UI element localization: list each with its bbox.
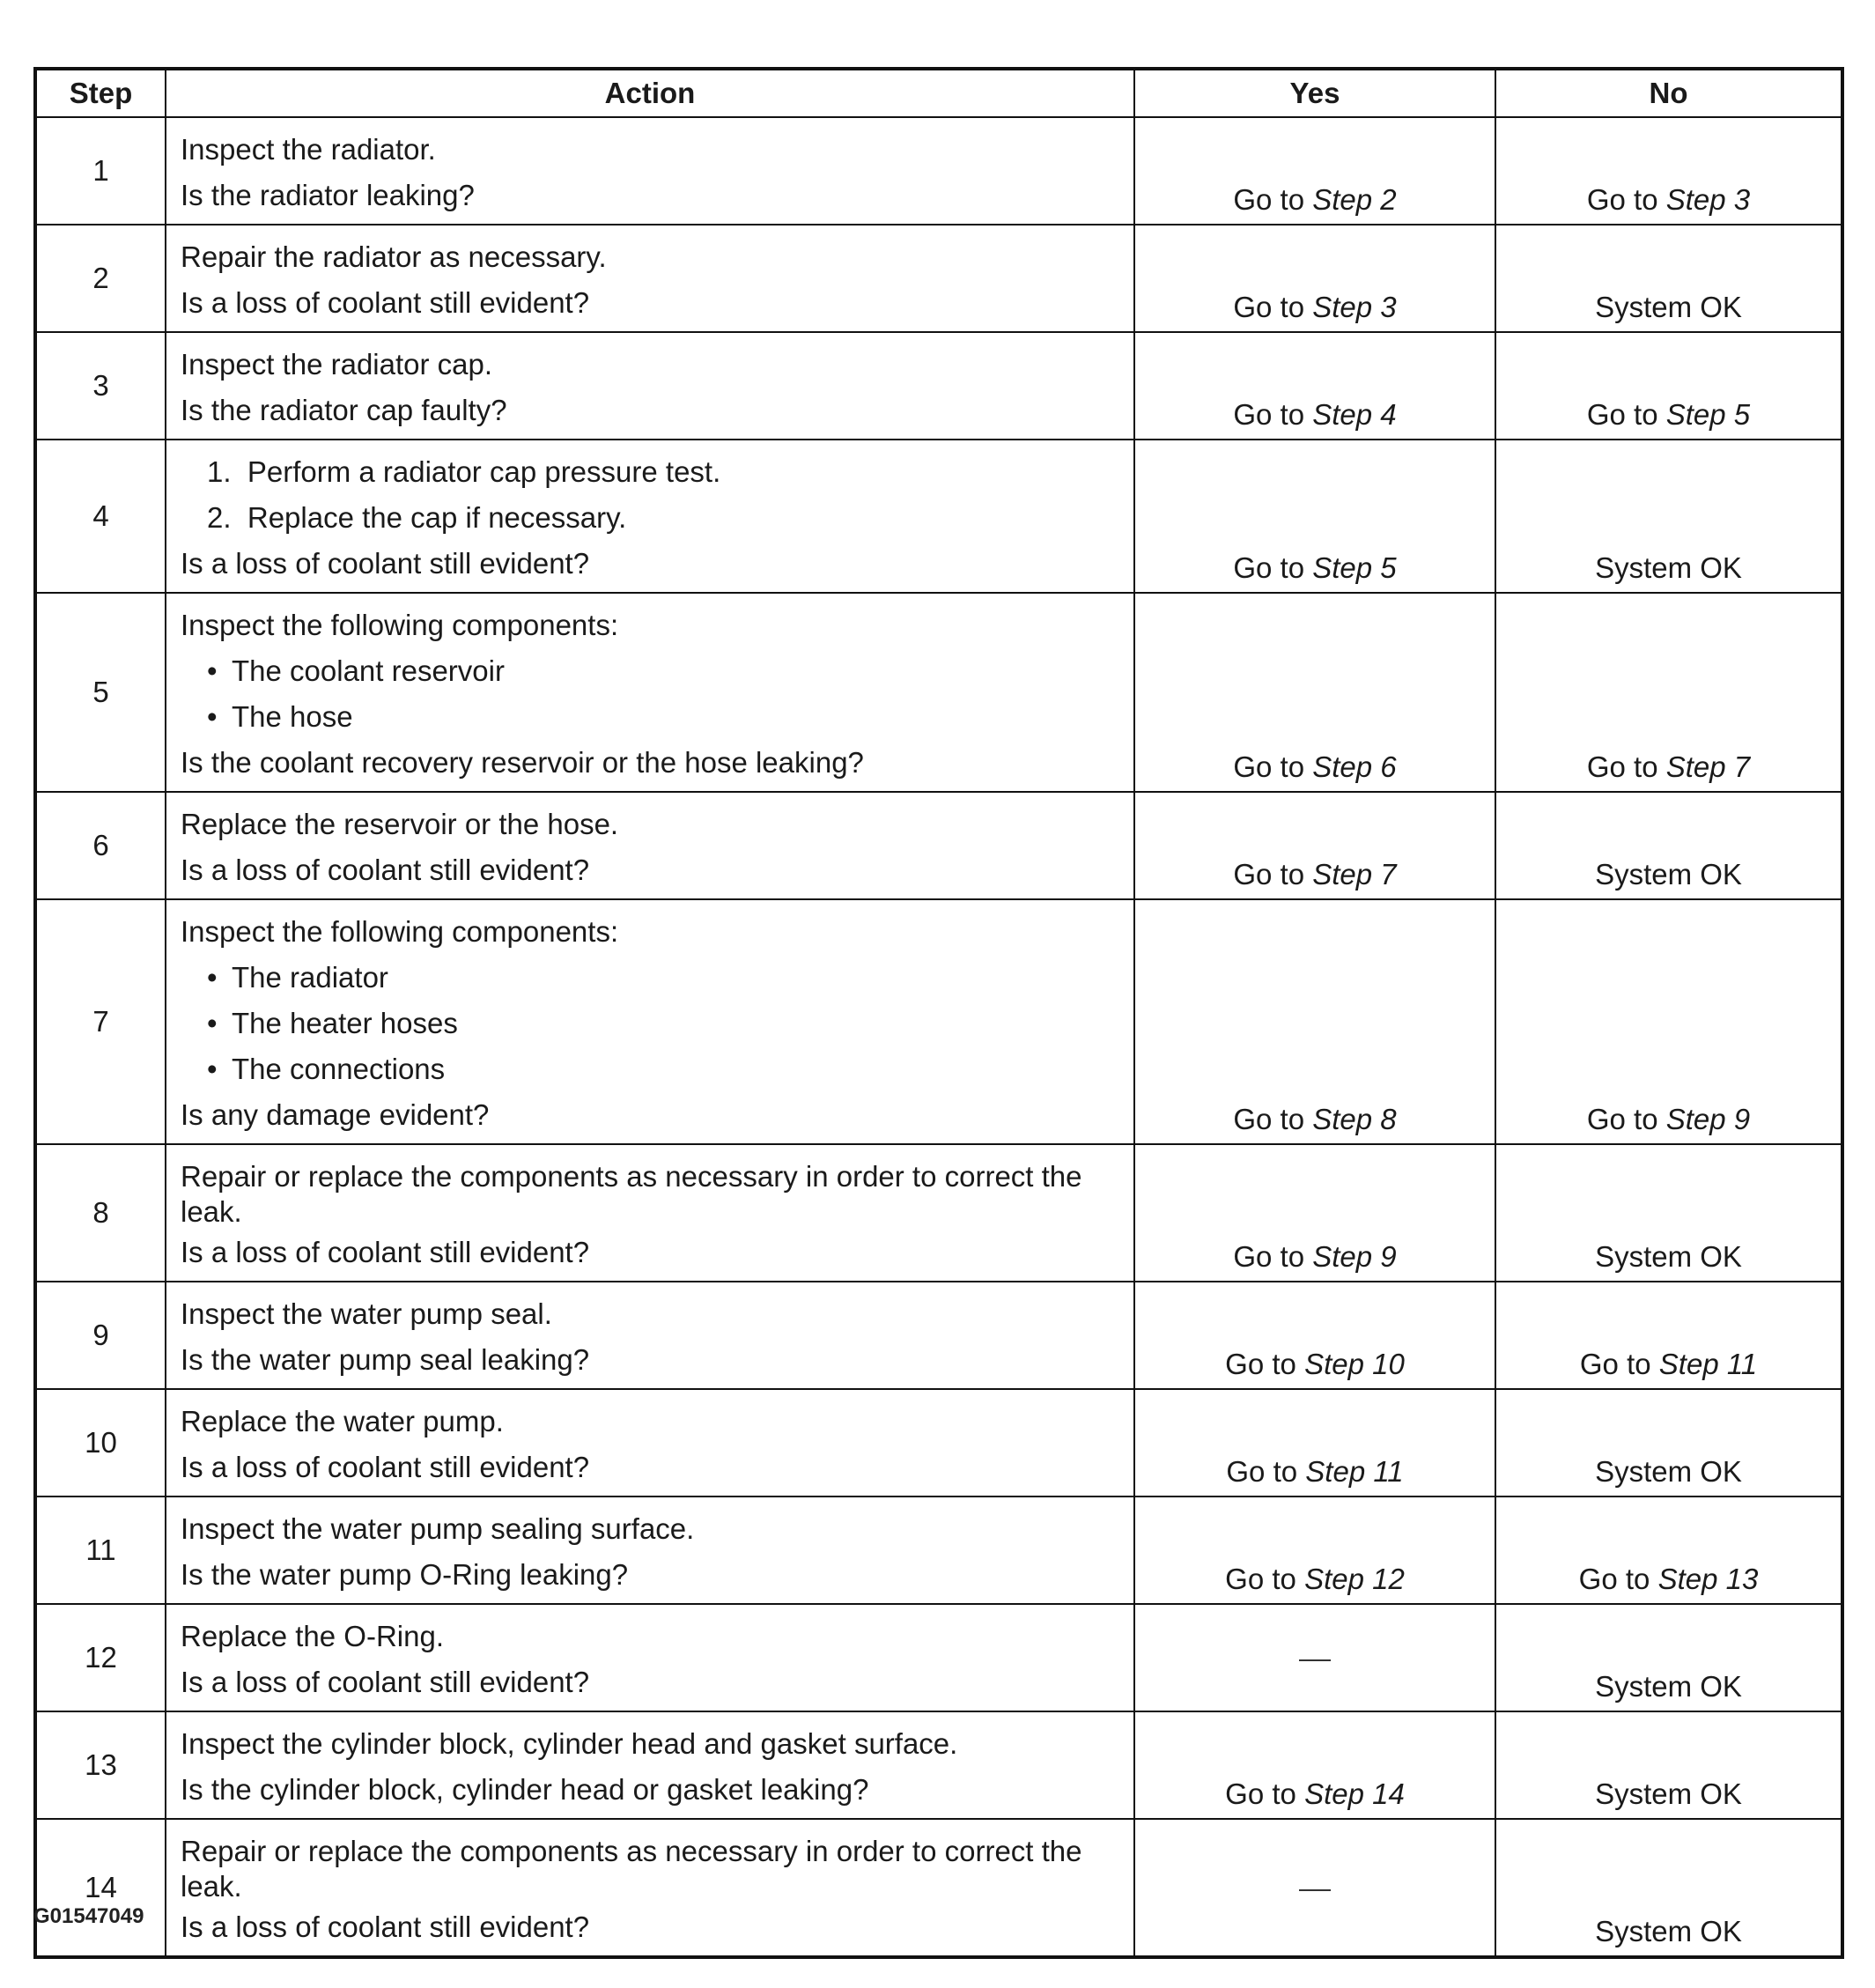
action-question: Is a loss of coolant still evident? (181, 1451, 590, 1483)
yes-goto-prefix: Go to (1233, 1103, 1305, 1135)
action-cell (166, 593, 1134, 792)
yes-cell (1134, 792, 1495, 899)
numbered-item (181, 449, 1119, 495)
yes-goto-prefix: Go to (1225, 1563, 1296, 1595)
no-goto-target: Step 13 (1657, 1563, 1759, 1595)
step-number: 14 (35, 1819, 166, 1957)
diagnostic-table (33, 67, 1844, 1959)
action-cell (166, 440, 1134, 593)
action-line: Repair or replace the components as necessary in order to correct the leak. (181, 1835, 1082, 1903)
yes-goto-target: Step 14 (1304, 1777, 1405, 1810)
action-question: Is a loss of coolant still evident? (181, 1666, 590, 1698)
table-row (35, 1819, 1842, 1957)
bullet-item-text: The heater hoses (232, 1007, 458, 1039)
no-result: System OK (1595, 1777, 1742, 1810)
bullet-icon: • (207, 1007, 218, 1039)
yes-goto-target: Step 4 (1312, 398, 1397, 431)
no-goto-target: Step 5 (1665, 398, 1751, 431)
yes-goto-prefix: Go to (1233, 858, 1305, 891)
action-cell (166, 792, 1134, 899)
header-row (35, 69, 1842, 117)
yes-goto-prefix: Go to (1233, 1240, 1305, 1273)
table-row (35, 899, 1842, 1144)
bullet-icon: • (207, 961, 218, 994)
bullet-item (181, 694, 1119, 740)
action-question: Is a loss of coolant still evident? (181, 1910, 590, 1943)
yes-goto-target: Step 8 (1312, 1103, 1397, 1135)
no-goto-prefix: Go to (1586, 398, 1658, 431)
table-row (35, 225, 1842, 332)
action-line: Inspect the radiator cap. (181, 348, 493, 381)
step-number: 4 (35, 440, 166, 593)
no-result: System OK (1595, 1240, 1742, 1273)
no-goto-prefix: Go to (1586, 1103, 1658, 1135)
action-line: Inspect the water pump seal. (181, 1297, 552, 1330)
action-line: Inspect the radiator. (181, 133, 436, 166)
table-row (35, 1282, 1842, 1389)
bullet-icon: • (207, 654, 218, 687)
step-number: 6 (35, 792, 166, 899)
action-cell (166, 1282, 1134, 1389)
no-result: System OK (1595, 1455, 1742, 1488)
no-cell (1495, 1389, 1842, 1497)
action-line: Inspect the following components: (181, 609, 619, 641)
bullet-item-text: The coolant reservoir (232, 654, 505, 687)
yes-cell (1134, 440, 1495, 593)
step-number: 10 (35, 1389, 166, 1497)
bullet-item (181, 1001, 1119, 1046)
yes-cell (1134, 225, 1495, 332)
action-line: Replace the water pump. (181, 1405, 504, 1437)
action-cell (166, 899, 1134, 1144)
step-number: 2 (35, 225, 166, 332)
yes-cell (1134, 1389, 1495, 1497)
action-question: Is a loss of coolant still evident? (181, 547, 590, 580)
step-number: 12 (35, 1604, 166, 1711)
no-cell (1495, 440, 1842, 593)
no-cell (1495, 1144, 1842, 1282)
yes-cell (1134, 1711, 1495, 1819)
yes-goto-target: Step 2 (1312, 183, 1397, 216)
step-number: 13 (35, 1711, 166, 1819)
yes-goto-target: Step 10 (1304, 1348, 1405, 1380)
yes-goto-target: Step 5 (1312, 551, 1397, 584)
yes-goto-target: Step 11 (1305, 1455, 1404, 1488)
table-row (35, 1389, 1842, 1497)
bullet-item-text: The radiator (232, 961, 388, 994)
yes-cell (1134, 1604, 1495, 1711)
no-result: System OK (1595, 1670, 1742, 1703)
action-cell (166, 225, 1134, 332)
no-result: System OK (1595, 1915, 1742, 1947)
action-question: Is the radiator cap faulty? (181, 394, 507, 426)
yes-goto-prefix: Go to (1225, 1348, 1296, 1380)
action-question: Is a loss of coolant still evident? (181, 854, 590, 886)
action-line: Repair or replace the components as necessary in order to correct the leak. (181, 1160, 1082, 1228)
action-question: Is the cylinder block, cylinder head or gasket leaking? (181, 1773, 869, 1806)
no-goto-prefix: Go to (1578, 1563, 1650, 1595)
action-cell (166, 1819, 1134, 1957)
yes-cell (1134, 117, 1495, 225)
yes-goto-prefix: Go to (1233, 291, 1305, 323)
header-yes: Yes (1134, 69, 1495, 117)
step-number: 9 (35, 1282, 166, 1389)
no-goto-prefix: Go to (1579, 1348, 1651, 1380)
bullet-item-text: The connections (232, 1053, 446, 1085)
action-line: Replace the reservoir or the hose. (181, 808, 619, 840)
action-cell (166, 1497, 1134, 1604)
table-row (35, 1604, 1842, 1711)
step-number: 3 (35, 332, 166, 440)
dash-mark (1299, 1659, 1331, 1661)
yes-goto-target: Step 3 (1312, 291, 1397, 323)
bullet-item (181, 648, 1119, 694)
header-no: No (1495, 69, 1842, 117)
no-cell (1495, 332, 1842, 440)
no-cell (1495, 899, 1842, 1144)
yes-goto-prefix: Go to (1225, 1777, 1296, 1810)
action-line: Inspect the water pump sealing surface. (181, 1512, 695, 1545)
no-cell (1495, 1819, 1842, 1957)
action-question: Is the water pump seal leaking? (181, 1343, 590, 1376)
table-row (35, 332, 1842, 440)
step-number: 5 (35, 593, 166, 792)
action-cell (166, 1604, 1134, 1711)
no-result: System OK (1595, 858, 1742, 891)
action-cell (166, 332, 1134, 440)
yes-goto-target: Step 9 (1312, 1240, 1397, 1273)
yes-cell (1134, 1282, 1495, 1389)
yes-cell (1134, 899, 1495, 1144)
yes-goto-prefix: Go to (1233, 551, 1305, 584)
bullet-item (181, 955, 1119, 1001)
yes-goto-prefix: Go to (1226, 1455, 1298, 1488)
table-row (35, 1497, 1842, 1604)
no-cell (1495, 225, 1842, 332)
yes-cell (1134, 1497, 1495, 1604)
action-line: Replace the O-Ring. (181, 1620, 444, 1652)
bullet-item (181, 1046, 1119, 1092)
bullet-icon: • (207, 1053, 218, 1085)
step-number: 1 (35, 117, 166, 225)
no-cell (1495, 1282, 1842, 1389)
table-row (35, 440, 1842, 593)
yes-goto-prefix: Go to (1233, 750, 1305, 783)
item-number: 1. (207, 455, 247, 488)
action-cell (166, 1389, 1134, 1497)
action-cell (166, 1711, 1134, 1819)
action-question: Is a loss of coolant still evident? (181, 1236, 590, 1268)
action-line: Inspect the following components: (181, 915, 619, 948)
figure-id: G01547049 (33, 1904, 144, 1928)
header-step: Step (35, 69, 166, 117)
table-row (35, 792, 1842, 899)
yes-cell (1134, 1144, 1495, 1282)
table-row (35, 1144, 1842, 1282)
header-action: Action (166, 69, 1134, 117)
no-cell (1495, 1604, 1842, 1711)
yes-cell (1134, 332, 1495, 440)
no-cell (1495, 1711, 1842, 1819)
step-number: 11 (35, 1497, 166, 1604)
action-line: Inspect the cylinder block, cylinder head and gasket surface. (181, 1727, 958, 1760)
yes-goto-prefix: Go to (1233, 398, 1305, 431)
no-cell (1495, 1497, 1842, 1604)
numbered-item-text: Perform a radiator cap pressure test. (247, 455, 721, 488)
action-question: Is any damage evident? (181, 1098, 490, 1131)
table-row (35, 1711, 1842, 1819)
table-row (35, 593, 1842, 792)
action-question: Is the coolant recovery reservoir or the hose leaking? (181, 746, 864, 779)
yes-goto-target: Step 12 (1304, 1563, 1405, 1595)
bullet-icon: • (207, 700, 218, 733)
action-cell (166, 117, 1134, 225)
action-question: Is the water pump O-Ring leaking? (181, 1558, 629, 1591)
numbered-item (181, 495, 1119, 541)
no-cell (1495, 117, 1842, 225)
no-result: System OK (1595, 291, 1742, 323)
yes-goto-target: Step 7 (1312, 858, 1397, 891)
action-line: Repair the radiator as necessary. (181, 240, 607, 273)
no-goto-target: Step 9 (1665, 1103, 1751, 1135)
yes-goto-prefix: Go to (1233, 183, 1305, 216)
yes-cell (1134, 1819, 1495, 1957)
no-goto-prefix: Go to (1586, 750, 1658, 783)
table-body (35, 117, 1842, 1957)
no-cell (1495, 792, 1842, 899)
no-goto-target: Step 7 (1665, 750, 1751, 783)
no-goto-target: Step 3 (1665, 183, 1751, 216)
action-cell (166, 1144, 1134, 1282)
no-result: System OK (1595, 551, 1742, 584)
table-header (35, 69, 1842, 117)
yes-cell (1134, 593, 1495, 792)
no-goto-target: Step 11 (1658, 1348, 1758, 1380)
item-number: 2. (207, 501, 247, 534)
dash-mark (1299, 1889, 1331, 1891)
action-question: Is the radiator leaking? (181, 179, 475, 211)
action-question: Is a loss of coolant still evident? (181, 286, 590, 319)
numbered-item-text: Replace the cap if necessary. (247, 501, 627, 534)
table-row (35, 117, 1842, 225)
yes-goto-target: Step 6 (1312, 750, 1397, 783)
bullet-item-text: The hose (232, 700, 353, 733)
no-goto-prefix: Go to (1586, 183, 1658, 216)
step-number: 8 (35, 1144, 166, 1282)
step-number: 7 (35, 899, 166, 1144)
no-cell (1495, 593, 1842, 792)
